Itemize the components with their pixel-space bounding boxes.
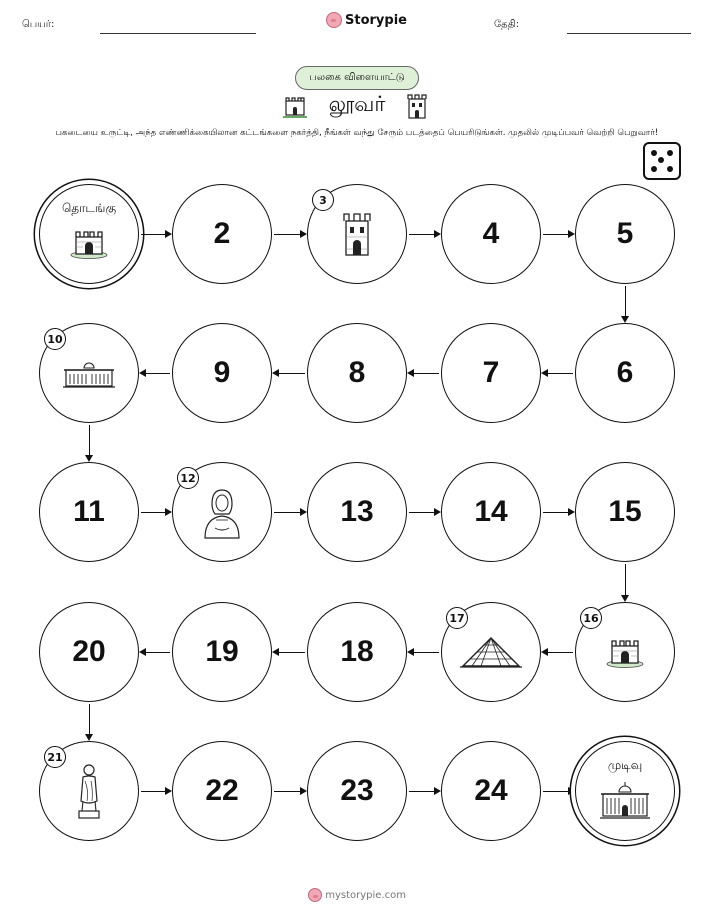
board-square-3 (307, 184, 407, 284)
path-arrow (274, 373, 305, 374)
square-number: 11 (73, 495, 105, 528)
board-square-14 (441, 462, 541, 562)
board-square-18 (307, 602, 407, 702)
square-number: 4 (482, 217, 500, 250)
path-arrow (409, 512, 439, 513)
instructions: பகடையை உருட்டி, அந்த எண்ணிக்கையிலான கட்டங்களை நகர்த்தி, நீங்கள் வந்து சேரும் படத்தைப் பெயரிடுங்கள். முதலில் முடிப்பவர் வெற்றி பெறுவார்! (55, 128, 659, 138)
square-number-badge: 3 (312, 189, 334, 211)
path-arrow (543, 373, 573, 374)
square-number-badge: 10 (44, 328, 66, 350)
path-arrow (89, 704, 90, 739)
path-arrow (543, 234, 573, 235)
path-arrow (409, 652, 439, 653)
square-number: 18 (340, 635, 374, 668)
square-number: 9 (213, 356, 231, 389)
board-square-22 (172, 741, 272, 841)
path-arrow (141, 791, 170, 792)
square-number: 22 (205, 774, 239, 807)
castle-icon (69, 226, 109, 264)
board-square-9 (172, 323, 272, 423)
pig-mascot-icon (308, 888, 322, 902)
finish-label: முடிவு (607, 758, 643, 772)
board-square-20 (39, 602, 139, 702)
path-arrow (274, 234, 305, 235)
page-title: லூவர் (328, 92, 386, 116)
date-line[interactable] (567, 33, 691, 34)
brand-logo (326, 12, 407, 28)
board-square-19 (172, 602, 272, 702)
board-square-8 (307, 323, 407, 423)
start-label: தொடங்கு (61, 201, 117, 215)
square-number: 14 (474, 495, 508, 528)
path-arrow (625, 286, 626, 321)
square-number: 24 (474, 774, 508, 807)
board-square-1 (39, 184, 139, 284)
board-square-6 (575, 323, 675, 423)
pig-mascot-icon (326, 12, 342, 28)
title-tag: பலகை விளையாட்டு (295, 66, 419, 90)
path-arrow (141, 373, 170, 374)
square-number: 15 (608, 495, 642, 528)
tower-icon (404, 92, 430, 120)
name-label: பெயர்: (22, 19, 55, 30)
path-arrow (141, 234, 170, 235)
board-square-17 (441, 602, 541, 702)
board-square-5 (575, 184, 675, 284)
square-number: 20 (72, 635, 106, 668)
square-number: 23 (340, 774, 374, 807)
path-arrow (543, 652, 573, 653)
board-square-25 (575, 741, 675, 841)
board-square-10 (39, 323, 139, 423)
square-number: 7 (482, 356, 500, 389)
board-square-7 (441, 323, 541, 423)
castle-icon (605, 635, 645, 669)
brand-name: Storypie (345, 12, 407, 28)
board-square-2 (172, 184, 272, 284)
board-square-16 (575, 602, 675, 702)
path-arrow (274, 512, 305, 513)
board-square-11 (39, 462, 139, 562)
portrait-icon (199, 484, 245, 540)
palace-icon (62, 356, 116, 390)
museum-icon (599, 778, 651, 826)
path-arrow (409, 234, 439, 235)
path-arrow (543, 791, 573, 792)
square-number-badge: 17 (446, 607, 468, 629)
tower-icon (337, 209, 377, 259)
square-number: 2 (213, 217, 231, 250)
square-number: 8 (348, 356, 366, 389)
board-square-13 (307, 462, 407, 562)
path-arrow (409, 373, 439, 374)
footer-url[interactable]: mystorypie.com (325, 890, 406, 901)
path-arrow (89, 425, 90, 460)
square-number: 6 (616, 356, 634, 389)
pyramid-icon (459, 634, 523, 670)
board-square-4 (441, 184, 541, 284)
square-number-badge: 21 (44, 746, 66, 768)
path-arrow (625, 564, 626, 600)
square-number: 19 (205, 635, 239, 668)
board-square-12 (172, 462, 272, 562)
square-number: 5 (616, 217, 634, 250)
path-arrow (409, 791, 439, 792)
path-arrow (274, 652, 305, 653)
square-number-badge: 12 (177, 467, 199, 489)
path-arrow (141, 652, 170, 653)
board-square-15 (575, 462, 675, 562)
dice-five-icon (643, 142, 681, 180)
path-arrow (274, 791, 305, 792)
date-label: தேதி: (494, 19, 520, 30)
path-arrow (141, 512, 170, 513)
footer (0, 888, 714, 902)
name-line[interactable] (100, 33, 256, 34)
board-square-23 (307, 741, 407, 841)
board-square-21 (39, 741, 139, 841)
square-number-badge: 16 (580, 607, 602, 629)
square-number: 13 (340, 495, 374, 528)
board-square-24 (441, 741, 541, 841)
path-arrow (543, 512, 573, 513)
statue-icon (74, 761, 104, 821)
